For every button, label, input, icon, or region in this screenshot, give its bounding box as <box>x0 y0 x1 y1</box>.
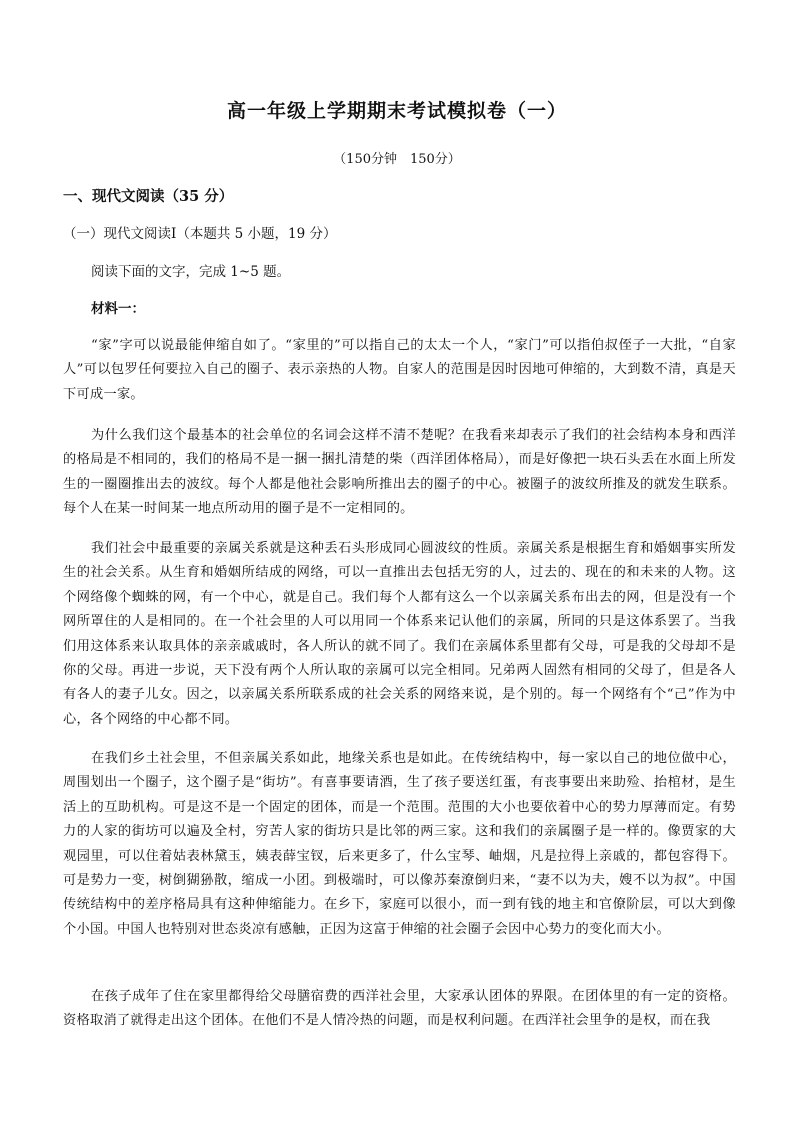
passage-paragraph-2: 为什么我们这个最基本的社会单位的名词会这样不清不楚呢？在我看来却表示了我们的社会结构本身和西洋的格局是不相同的，我们的格局不是一捆一捆扎清楚的柴（西洋团体格局），而是好像把一块石头丢在水面上所发生的一圈圈推出去的波纹。每个人都是他社会影响所推出去的圈子的中心。被圈子的波纹所推及的就发生联系。每个人在某一时间某一地点所动用的圈子是不一定相同的。 <box>63 428 736 517</box>
reading-instruction: 阅读下面的文字，完成 1~5 题。 <box>91 264 291 280</box>
material-label: 材料一： <box>91 301 145 317</box>
passage-paragraph-5: 在孩子成年了住在家里都得给父母膳宿费的西洋社会里，大家承认团体的界限。在团体里的有一定的资格。资格取消了就得走出这个团体。在他们不是人情冷热的问题，而是权利问题。在西洋社会里争的是权，而在我 <box>63 989 736 1029</box>
exam-title: 高一年级上学期期末考试模拟卷（一） <box>226 100 567 122</box>
subsection-heading: （一）现代文阅读Ⅰ（本题共 5 小题，19 分） <box>63 226 337 242</box>
exam-duration-score: （150分钟 150分） <box>333 152 461 167</box>
passage-paragraph-4: 在我们乡土社会里，不但亲属关系如此，地缘关系也是如此。在传统结构中，每一家以自己的地位做中心，周围划出一个圈子，这个圈子是“街坊”。有喜事要请酒，生了孩子要送红蛋，有丧事要出来助殓、抬棺材，是生活上的互助机构。可是这不是一个固定的团体，而是一个范围。范围的大小也要依着中心的势力厚薄而定。有势力的人家的街坊可以遍及全村，穷苦人家的街坊只是比邻的两三家。这和我们的亲属圈子是一样的。像贾家的大观园里，可以住着姑表林黛玉，姨表薛宝钗，后来更多了，什么宝琴、岫烟，凡是拉得上亲戚的，都包容得下。可是势力一变，树倒猢狲散，缩成一小团。到极端时，可以像苏秦潦倒归来，“妻不以为夫，嫂不以为叔”。中国传统结构中的差序格局具有这种伸缩能力。在乡下，家庭可以很小，而一到有钱的地主和官僚阶层，可以大到像个小国。中国人也特别对世态炎凉有感触，正因为这富于伸缩的社会圈子会因中心势力的变化而大小。 <box>63 751 736 937</box>
passage-paragraph-1: “家”字可以说最能伸缩自如了。“家里的”可以指自己的太太一个人，“家门”可以指伯叔侄子一大批，“自家人”可以包罗任何要拉入自己的圈子、表示亲热的人物。自家人的范围是因时因地可伸缩的，大到数不清，真是天下可成一家。 <box>63 338 736 402</box>
section-heading: 一、现代文阅读（35 分） <box>63 188 234 205</box>
passage-paragraph-3: 我们社会中最重要的亲属关系就是这种丢石头形成同心圆波纹的性质。亲属关系是根据生育和婚姻事实所发生的社会关系。从生育和婚姻所结成的网络，可以一直推出去包括无穷的人，过去的、现在的和未来的人物。这个网络像个蜘蛛的网，有一个中心，就是自己。我们每个人都有这么一个以亲属关系布出去的网，但是没有一个网所罩住的人是相同的。在一个社会里的人可以用同一个体系来记认他们的亲属，所同的只是这体系罢了。当我们用这体系来认取具体的亲亲戚戚时，各人所认的就不同了。我们在亲属体系里都有父母，可是我的父母却不是你的父母。再进一步说，天下没有两个人所认取的亲属可以完全相同。兄弟两人固然有相同的父母了，但是各人有各人的妻子儿女。因之，以亲属关系所联系成的社会关系的网络来说，是个别的。每一个网络有个“己”作为中心，各个网络的中心都不同。 <box>63 541 736 727</box>
